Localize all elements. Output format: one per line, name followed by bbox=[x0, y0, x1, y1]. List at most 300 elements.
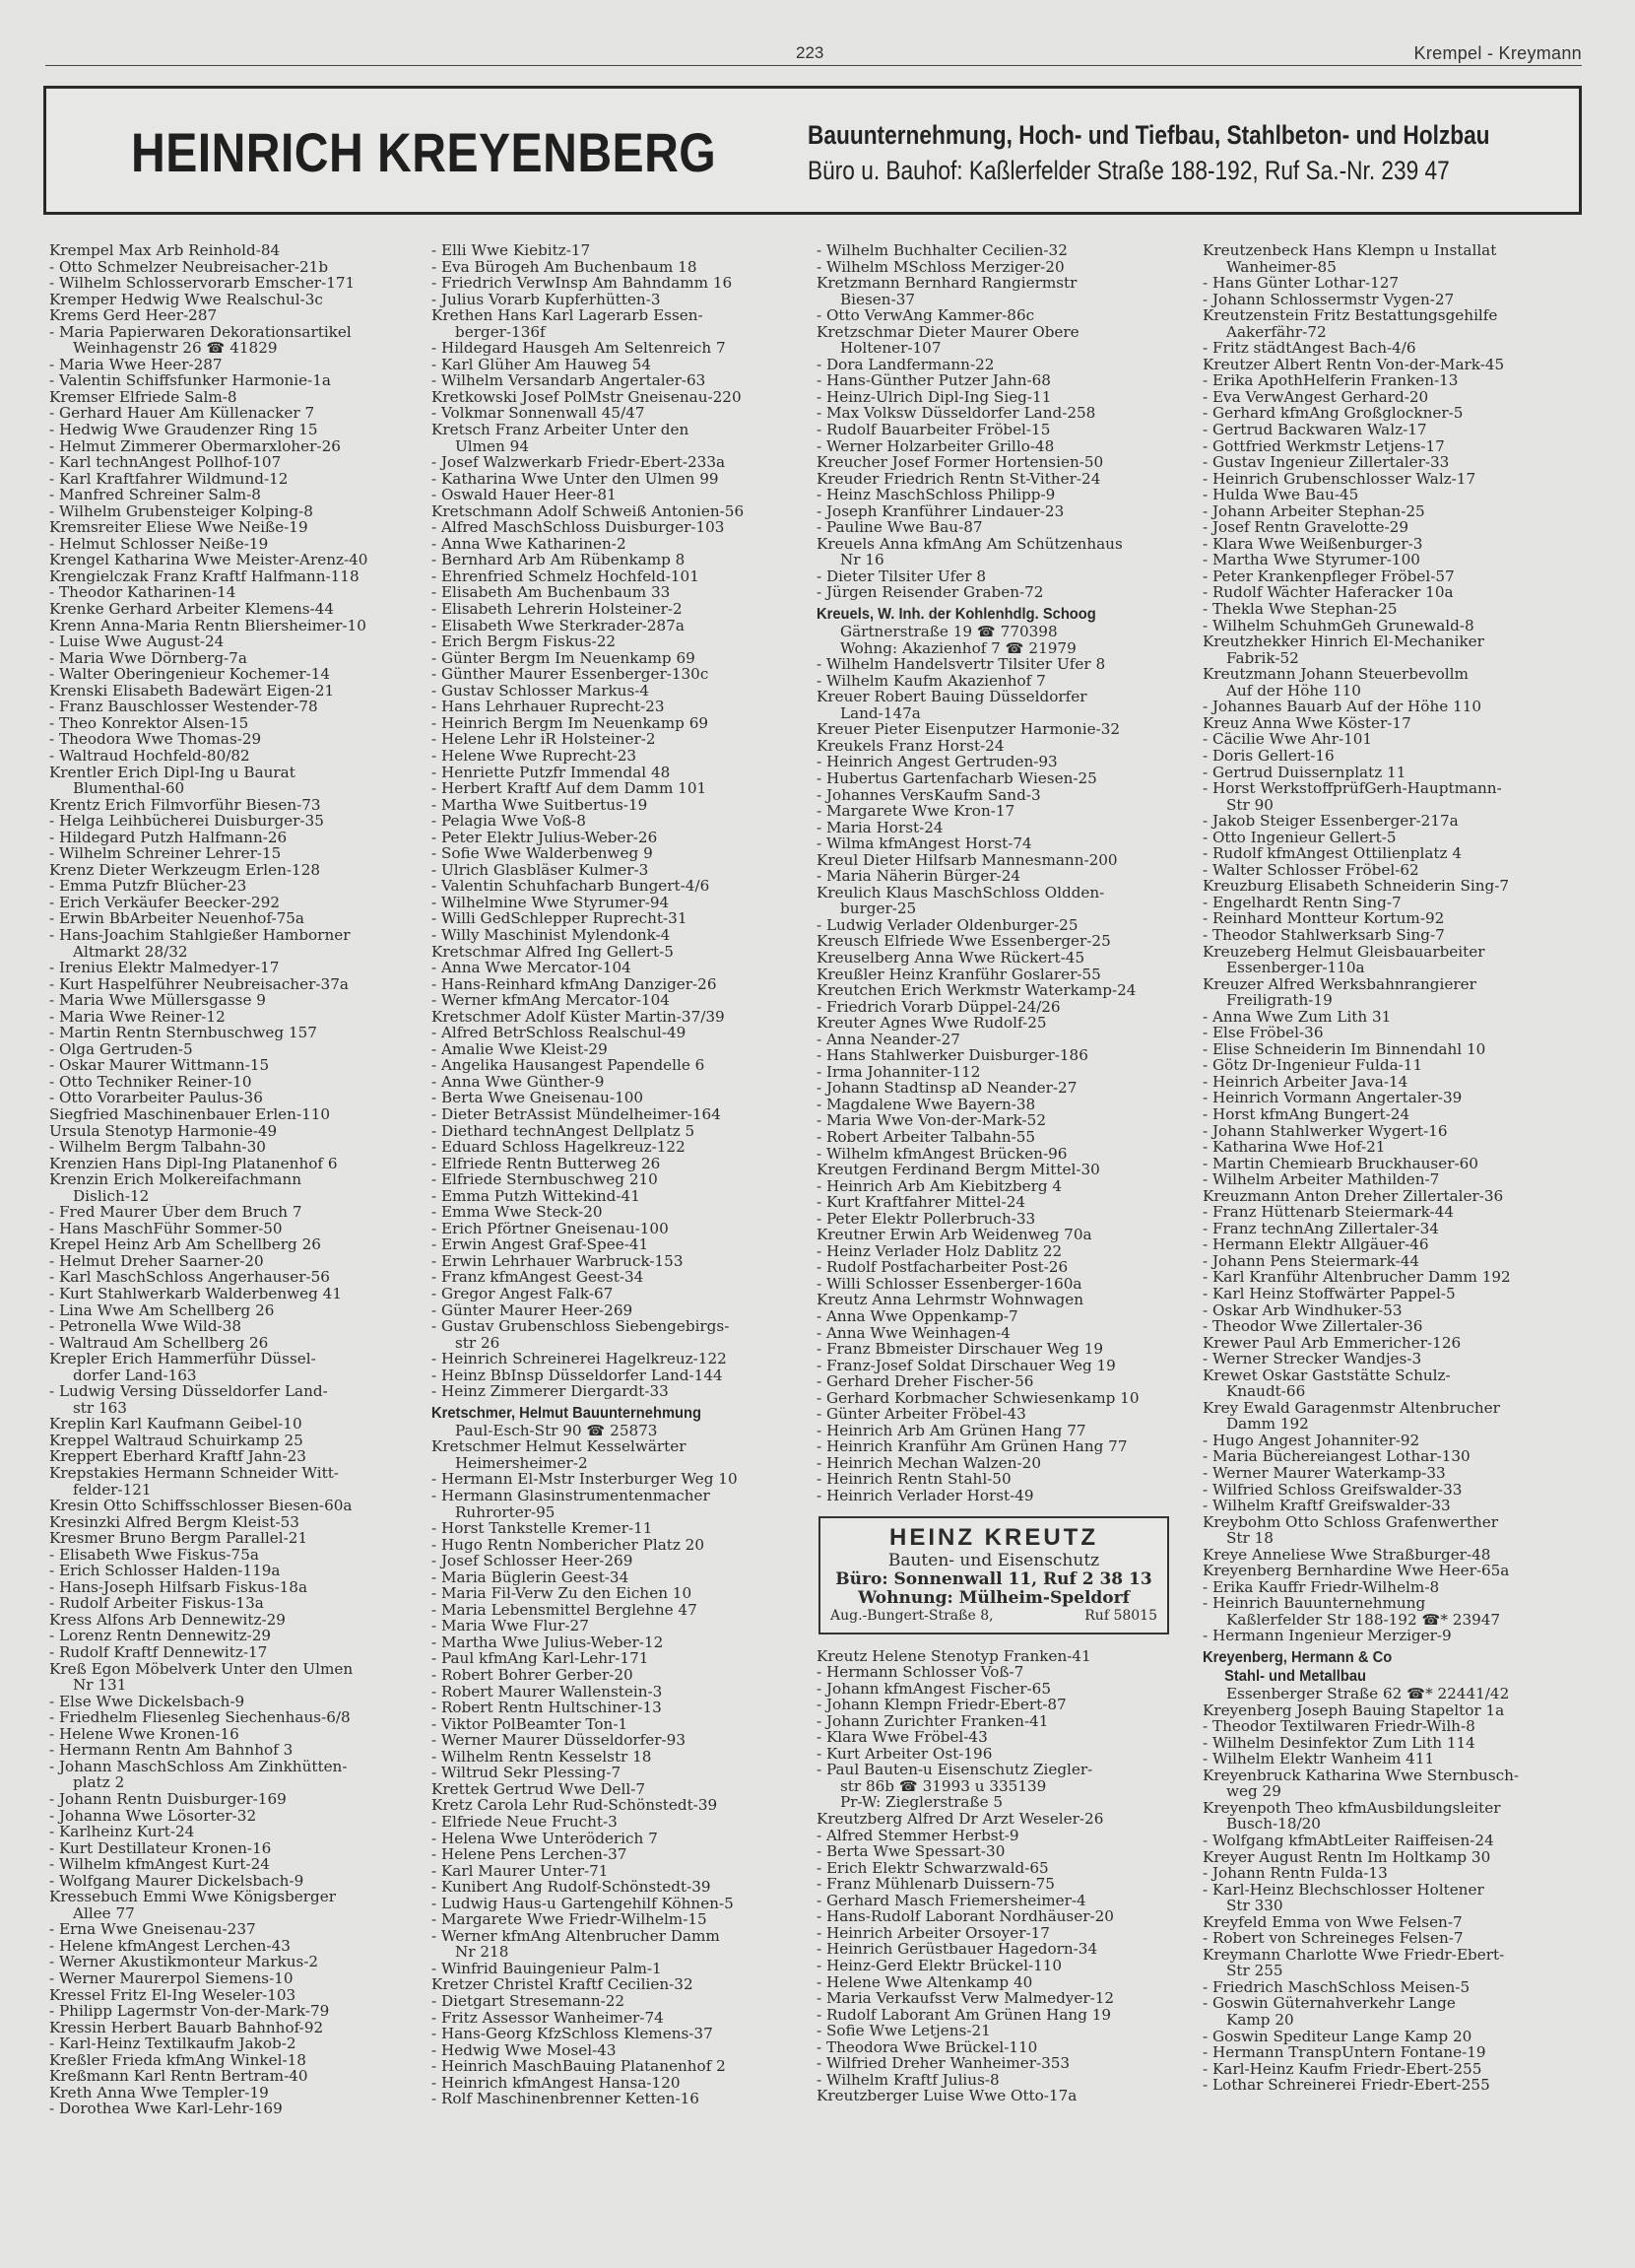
directory-entry: - Reinhard Montteur Kortum-92 bbox=[1203, 910, 1445, 927]
directory-entry: - Waltraud Am Schellberg 26 bbox=[49, 1334, 269, 1352]
directory-entry: Kreßler Frieda kfmAng Winkel-18 bbox=[49, 2051, 306, 2069]
directory-entry: Ursula Stenotyp Harmonie-49 bbox=[49, 1122, 278, 1140]
directory-entry: - Gerhard Korbmacher Schwiesenkamp 10 bbox=[817, 1389, 1140, 1407]
directory-entry-continuation: Kamp 20 bbox=[1226, 2011, 1294, 2029]
directory-entry: - Helene Wwe Ruprecht-23 bbox=[431, 747, 637, 765]
directory-entry: - Karl-Heinz Kaufm Friedr-Ebert-255 bbox=[1203, 2060, 1482, 2078]
directory-entry: - Otto VerwAng Kammer-86c bbox=[817, 307, 1035, 324]
directory-entry: - Helene Lehr iR Holsteiner-2 bbox=[431, 731, 656, 748]
directory-entry: - Anna Neander-27 bbox=[817, 1031, 960, 1048]
directory-entry: - Wilma kfmAngest Horst-74 bbox=[817, 835, 1032, 852]
directory-entry: - Goswin Spediteur Lange Kamp 20 bbox=[1203, 2028, 1472, 2045]
directory-entry: Krems Gerd Heer-287 bbox=[49, 307, 218, 324]
kreutz-ad-office: Büro: Sonnenwall 11, Ruf 2 38 13 bbox=[835, 1568, 1152, 1589]
directory-entry-continuation: Gärtnerstraße 19 ☎ 770398 bbox=[840, 624, 1058, 640]
directory-entry: - Hermann Glasinstrumentenmacher bbox=[431, 1488, 710, 1504]
directory-entry: - Heinz Verlader Holz Dablitz 22 bbox=[817, 1242, 1063, 1260]
directory-entry: - Karlheinz Kurt-24 bbox=[49, 1824, 195, 1840]
directory-entry: Kreußler Heinz Kranführ Goslarer-55 bbox=[817, 966, 1101, 983]
directory-entry: - Berta Wwe Gneisenau-100 bbox=[431, 1090, 644, 1106]
directory-entry: - Wilhelm Kraftf Julius-8 bbox=[817, 2071, 1000, 2089]
directory-entry: Kreybohm Otto Schloss Grafenwerther bbox=[1203, 1513, 1499, 1531]
directory-entry: - Wiltrud Sekr Plessing-7 bbox=[431, 1765, 621, 1781]
directory-entry: Kreyer August Rentn Im Holtkamp 30 bbox=[1203, 1848, 1491, 1866]
directory-entry: - Franz technAng Zillertaler-34 bbox=[1203, 1220, 1439, 1237]
directory-entry: Krethen Hans Karl Lagerarb Essen- bbox=[431, 307, 703, 324]
directory-entry: - Heinrich Bergm Im Neuenkamp 69 bbox=[431, 714, 709, 732]
directory-heading: Kreuels, W. Inh. der Kohlenhdlg. Schoog bbox=[817, 606, 1096, 624]
directory-entry-continuation: Holtener-107 bbox=[840, 340, 942, 357]
directory-entry: - Friedrich Vorarb Düppel-24/26 bbox=[817, 998, 1061, 1016]
directory-entry: Kreul Dieter Hilfsarb Mannesmann-200 bbox=[817, 851, 1118, 869]
directory-entry: - Herbert Kraftf Auf dem Damm 101 bbox=[431, 780, 707, 797]
directory-entry: - Josef Schlosser Heer-269 bbox=[431, 1553, 633, 1569]
directory-entry: - Johann Rentn Fulda-13 bbox=[1203, 1865, 1388, 1882]
directory-entry: Kreß Egon Möbelverk Unter den Ulmen bbox=[49, 1660, 354, 1678]
directory-entry: - Robert Maurer Wallenstein-3 bbox=[431, 1683, 663, 1701]
directory-entry-continuation: platz 2 bbox=[73, 1774, 125, 1791]
directory-entry-continuation: Ruhrorter-95 bbox=[455, 1503, 556, 1521]
directory-entry: - Karl Kranführ Altenbrucher Damm 192 bbox=[1203, 1269, 1511, 1286]
directory-entry: - Helene kfmAngest Lerchen-43 bbox=[49, 1937, 291, 1955]
kreutz-ad-residence: Wohnung: Mülheim-Speldorf bbox=[858, 1587, 1130, 1608]
directory-entry: - Elise Schneiderin Im Binnendahl 10 bbox=[1203, 1040, 1486, 1058]
directory-entry: - Erich Bergm Fiskus-22 bbox=[431, 634, 617, 650]
directory-entry: - Karl technAngest Pollhof-107 bbox=[49, 454, 282, 471]
kreyenberg-advertisement bbox=[43, 86, 1582, 215]
directory-entry: Kreucher Josef Former Hortensien-50 bbox=[817, 454, 1104, 471]
directory-entry: - Else Wwe Dickelsbach-9 bbox=[49, 1693, 245, 1710]
directory-entry: Kreßmann Karl Rentn Bertram-40 bbox=[49, 2068, 308, 2085]
directory-entry: - Helmut Schlosser Neiße-19 bbox=[49, 535, 269, 553]
directory-entry: - Theodor Stahlwerksarb Sing-7 bbox=[1203, 926, 1445, 944]
directory-entry: Krewet Oskar Gaststätte Schulz- bbox=[1203, 1367, 1451, 1384]
directory-entry: - Irma Johanniter-112 bbox=[817, 1063, 981, 1081]
directory-entry: - Werner Maurer Waterkamp-33 bbox=[1203, 1465, 1446, 1482]
directory-entry: - Karl Kraftfahrer Wildmund-12 bbox=[49, 470, 289, 488]
directory-entry: - Elisabeth Lehrerin Holsteiner-2 bbox=[431, 601, 683, 618]
directory-entry: - Maria Wwe Flur-27 bbox=[431, 1618, 589, 1634]
directory-entry: - Josef Rentn Gravelotte-29 bbox=[1203, 519, 1409, 536]
directory-entry: - Maria Papierwaren Dekorationsartikel bbox=[49, 323, 352, 341]
directory-entry: - Anna Wwe Katharinen-2 bbox=[431, 535, 626, 553]
directory-entry: - Erwin Lehrhauer Warbruck-153 bbox=[431, 1252, 684, 1270]
directory-column-3 bbox=[817, 242, 1189, 2104]
directory-entry: - Luise Wwe August-24 bbox=[49, 634, 225, 650]
directory-entry: - Wilfried Dreher Wanheimer-353 bbox=[817, 2055, 1071, 2072]
page-header bbox=[45, 0, 1582, 67]
directory-entry: - Gerhard Dreher Fischer-56 bbox=[817, 1373, 1034, 1390]
directory-entry: - Günther Maurer Essenberger-130c bbox=[431, 666, 709, 683]
directory-entry: - Wilhelm Bergm Talbahn-30 bbox=[49, 1139, 266, 1156]
directory-entry: - Katharina Wwe Hof-21 bbox=[1203, 1139, 1386, 1156]
directory-entry: - Margarete Wwe Kron-17 bbox=[817, 803, 1015, 820]
directory-entry: Kreuels Anna kfmAng Am Schützenhaus bbox=[817, 535, 1123, 553]
directory-entry: Kreutzenbeck Hans Klempn u Installat bbox=[1203, 242, 1497, 259]
directory-entry-continuation: Kaßlerfelder Str 188-192 ☎* 23947 bbox=[1226, 1611, 1501, 1629]
directory-entry-continuation: Land-147a bbox=[840, 704, 921, 722]
directory-entry: - Erwin Angest Graf-Spee-41 bbox=[431, 1236, 649, 1253]
directory-entry: - Sofie Wwe Letjens-21 bbox=[817, 2023, 991, 2039]
directory-entry: - Wilhelm Kraftf Greifswalder-33 bbox=[1203, 1498, 1451, 1514]
directory-entry: - Johann Zurichter Franken-41 bbox=[817, 1712, 1049, 1730]
directory-entry: - Eva Bürogeh Am Buchenbaum 18 bbox=[431, 258, 697, 276]
directory-entry: Kretzmann Bernhard Rangiermstr bbox=[817, 275, 1078, 292]
directory-entry: - Johann MaschSchloss Am Zinkhütten- bbox=[49, 1758, 348, 1775]
directory-entry-continuation: str 26 bbox=[455, 1334, 500, 1352]
directory-entry: - Ulrich Glasbläser Kulmer-3 bbox=[431, 861, 649, 879]
directory-entry: - Martin Rentn Sternbuschweg 157 bbox=[49, 1025, 317, 1041]
directory-entry: Krentler Erich Dipl-Ing u Baurat bbox=[49, 764, 295, 781]
directory-entry: - Heinrich Kranführ Am Grünen Hang 77 bbox=[817, 1438, 1128, 1455]
directory-entry: - Kurt Arbeiter Ost-196 bbox=[817, 1745, 993, 1763]
directory-entry: - Franz Mühlenarb Duissern-75 bbox=[817, 1876, 1055, 1893]
directory-entry: - Horst kfmAng Bungert-24 bbox=[1203, 1105, 1410, 1123]
ad-services: Bauunternehmung, Hoch- und Tiefbau, Stahlbeton- und Holzbau bbox=[808, 120, 1490, 150]
directory-entry: Kremser Elfriede Salm-8 bbox=[49, 388, 237, 406]
directory-entry: - Pelagia Wwe Voß-8 bbox=[431, 813, 586, 830]
directory-entry: - Wilhelm Elektr Wanheim 411 bbox=[1203, 1751, 1435, 1768]
directory-entry: - Wilhelm MSchloss Merziger-20 bbox=[817, 258, 1065, 276]
directory-entry: - Hermann TranspUntern Fontane-19 bbox=[1203, 2044, 1486, 2061]
directory-entry: - Wilhelm Rentn Kesselstr 18 bbox=[431, 1748, 652, 1766]
directory-entry: Kreutzmann Johann Steuerbevollm bbox=[1203, 666, 1469, 683]
directory-entry: - Theo Konrektor Alsen-15 bbox=[49, 714, 249, 732]
directory-entry: - Walter Schlosser Fröbel-62 bbox=[1203, 861, 1419, 879]
directory-entry: - Johann Schlossermstr Vygen-27 bbox=[1203, 291, 1455, 308]
directory-entry: Kreuzburg Elisabeth Schneiderin Sing-7 bbox=[1203, 878, 1510, 895]
directory-entry: - Heinrich Grubenschlosser Walz-17 bbox=[1203, 470, 1476, 488]
directory-entry: Kretzschmar Dieter Maurer Obere bbox=[817, 323, 1079, 341]
directory-entry: - Willi GedSchlepper Ruprecht-31 bbox=[431, 910, 687, 927]
directory-entry: Kretschmer Helmut Kesselwärter bbox=[431, 1438, 687, 1455]
directory-entry-continuation: weg 29 bbox=[1226, 1783, 1281, 1800]
directory-entry: - Helena Wwe Unteröderich 7 bbox=[431, 1830, 658, 1847]
directory-entry: - Ehrenfried Schmelz Hochfeld-101 bbox=[431, 567, 699, 585]
directory-entry: - Winfrid Bauingenieur Palm-1 bbox=[431, 1960, 662, 1977]
directory-entry-continuation: Wanheimer-85 bbox=[1226, 258, 1337, 276]
directory-entry: - Elisabeth Am Buchenbaum 33 bbox=[431, 584, 671, 602]
directory-entry: - Fritz städtAngest Bach-4/6 bbox=[1203, 340, 1416, 357]
directory-entry: - Otto Vorarbeiter Paulus-36 bbox=[49, 1090, 263, 1106]
directory-entry: - Helga Leihbücherei Duisburger-35 bbox=[49, 813, 324, 830]
ad-firm-name: HEINRICH KREYENBERG bbox=[131, 121, 717, 183]
kreutz-ad-phone: Ruf 58015 bbox=[1084, 1607, 1157, 1624]
directory-entry: - Elli Wwe Kiebitz-17 bbox=[431, 242, 591, 259]
directory-entry: - Max Volksw Düsseldorfer Land-258 bbox=[817, 405, 1096, 423]
directory-entry: - Gertrud Duissernplatz 11 bbox=[1203, 764, 1406, 781]
directory-entry: - Fritz Assessor Wanheimer-74 bbox=[431, 2009, 664, 2027]
directory-entry: - Erna Wwe Gneisenau-237 bbox=[49, 1921, 256, 1938]
directory-entry: - Maria Horst-24 bbox=[817, 819, 944, 836]
directory-entry-continuation: Pr-W: Zieglerstraße 5 bbox=[840, 1794, 1004, 1812]
directory-entry: - Magdalene Wwe Bayern-38 bbox=[817, 1096, 1036, 1113]
directory-entry: - Heinz MaschSchloss Philipp-9 bbox=[817, 487, 1056, 503]
directory-entry: - Günter Maurer Heer-269 bbox=[431, 1301, 633, 1319]
directory-entry: - Martha Wwe Suitbertus-19 bbox=[431, 796, 648, 814]
directory-entry: - Karl Glüher Am Hauweg 54 bbox=[431, 356, 652, 373]
directory-entry: - Wilhelm Handelsvertr Tilsiter Ufer 8 bbox=[817, 656, 1106, 673]
directory-entry: - Rudolf Wächter Haferacker 10a bbox=[1203, 584, 1454, 602]
directory-entry: - Hedwig Wwe Mosel-43 bbox=[431, 2041, 617, 2059]
directory-entry: - Alfred MaschSchloss Duisburger-103 bbox=[431, 519, 725, 536]
directory-entry: - Irenius Elektr Malmedyer-17 bbox=[49, 960, 280, 976]
directory-entry: - Heinrich MaschBauing Platanenhof 2 bbox=[431, 2058, 726, 2075]
directory-entry: Kreukels Franz Horst-24 bbox=[817, 737, 1005, 755]
directory-entry: - Heinrich Mechan Walzen-20 bbox=[817, 1454, 1041, 1472]
directory-entry: - Heinrich Gerüstbauer Hagedorn-34 bbox=[817, 1941, 1098, 1958]
directory-entry: - Thekla Wwe Stephan-25 bbox=[1203, 601, 1398, 618]
directory-entry: - Horst WerkstoffprüfGerh-Hauptmann- bbox=[1203, 780, 1502, 797]
directory-entry: - Hans-Günther Putzer Jahn-68 bbox=[817, 372, 1051, 389]
directory-entry: - Franz kfmAngest Geest-34 bbox=[431, 1269, 644, 1286]
directory-entry: - Erich Schlosser Halden-119a bbox=[49, 1563, 281, 1579]
directory-entry: - Wilhelm Kaufm Akazienhof 7 bbox=[817, 672, 1046, 690]
directory-entry: - Hermann Ingenieur Merziger-9 bbox=[1203, 1628, 1452, 1645]
directory-entry: Krenke Gerhard Arbeiter Klemens-44 bbox=[49, 601, 335, 618]
directory-entry: - Maria Wwe Von-der-Mark-52 bbox=[817, 1112, 1046, 1129]
directory-entry: Kretschmer Adolf Küster Martin-37/39 bbox=[431, 1008, 725, 1026]
directory-entry: - Franz Bauschlosser Westender-78 bbox=[49, 699, 318, 715]
directory-entry: - Willi Schlosser Essenberger-160a bbox=[817, 1275, 1082, 1293]
directory-entry: - Anna Wwe Zum Lith 31 bbox=[1203, 1008, 1392, 1026]
directory-entry-continuation: Biesen-37 bbox=[840, 291, 916, 308]
directory-entry: Krenski Elisabeth Badewärt Eigen-21 bbox=[49, 682, 335, 700]
directory-entry-continuation: Essenberger Straße 62 ☎* 22441/42 bbox=[1226, 1686, 1510, 1702]
directory-entry: - Erika Kauffr Friedr-Wilhelm-8 bbox=[1203, 1578, 1440, 1596]
directory-entry: Kremsreiter Eliese Wwe Neiße-19 bbox=[49, 519, 308, 536]
directory-entry: - Kurt Haspelführer Neubreisacher-37a bbox=[49, 975, 349, 993]
directory-entry: - Maria Wwe Heer-287 bbox=[49, 356, 223, 373]
directory-entry: - Heinrich Arb Am Kiebitzberg 4 bbox=[817, 1177, 1063, 1195]
directory-entry: - Werner Maurerpol Siemens-10 bbox=[49, 1969, 294, 1987]
directory-entry: - Heinrich kfmAngest Hansa-120 bbox=[431, 2074, 681, 2092]
kreutz-ad-street-address: Aug.-Bungert-Straße 8, bbox=[830, 1607, 994, 1624]
directory-entry: - Philipp Lagermstr Von-der-Mark-79 bbox=[49, 2003, 330, 2020]
directory-entry-continuation: Str 255 bbox=[1226, 1963, 1283, 1979]
directory-entry: - Heinrich Arbeiter Orsoyer-17 bbox=[817, 1924, 1050, 1942]
directory-entry: - Fred Maurer Über dem Bruch 7 bbox=[49, 1204, 302, 1221]
directory-entry-continuation: Freiligrath-19 bbox=[1226, 992, 1333, 1009]
directory-entry: Kreulich Klaus MaschSchloss Oldden- bbox=[817, 884, 1105, 901]
running-head: Krempel - Kreymann bbox=[1413, 43, 1582, 63]
directory-entry: - Franz Hüttenarb Steiermark-44 bbox=[1203, 1204, 1454, 1221]
directory-entry: - Robert Arbeiter Talbahn-55 bbox=[817, 1128, 1036, 1146]
directory-entry: - Joseph Kranführer Lindauer-23 bbox=[817, 502, 1065, 520]
directory-entry: - Erich Verkäufer Beecker-292 bbox=[49, 894, 281, 911]
directory-entry: - Olga Gertruden-5 bbox=[49, 1040, 193, 1058]
directory-entry-continuation: str 163 bbox=[73, 1399, 127, 1417]
directory-entry: Kreuer Pieter Eisenputzer Harmonie-32 bbox=[817, 721, 1121, 738]
directory-entry: - Anna Wwe Oppenkamp-7 bbox=[817, 1308, 1018, 1325]
directory-entry: - Waltraud Hochfeld-80/82 bbox=[49, 747, 250, 765]
directory-column-1 bbox=[49, 242, 422, 2117]
directory-entry: - Johann Stahlwerker Wygert-16 bbox=[1203, 1122, 1448, 1140]
directory-entry: - Engelhardt Rentn Sing-7 bbox=[1203, 894, 1402, 911]
directory-entry: - Johann Arbeiter Stephan-25 bbox=[1203, 502, 1425, 520]
directory-entry: - Petronella Wwe Wild-38 bbox=[49, 1318, 242, 1335]
directory-entry: - Hulda Wwe Bau-45 bbox=[1203, 487, 1359, 503]
directory-entry: - Eduard Schloss Hagelkreuz-122 bbox=[431, 1139, 686, 1156]
directory-entry: - Theodor Katharinen-14 bbox=[49, 584, 236, 602]
directory-entry: - Elisabeth Wwe Sterkrader-287a bbox=[431, 617, 685, 634]
directory-entry: Kremper Hedwig Wwe Realschul-3c bbox=[49, 291, 323, 308]
directory-entry-continuation: Blumenthal-60 bbox=[73, 780, 185, 797]
directory-entry: - Maria Lebensmittel Berglehne 47 bbox=[431, 1601, 697, 1619]
directory-entry-continuation: burger-25 bbox=[840, 901, 917, 917]
directory-entry: - Otto Schmelzer Neubreisacher-21b bbox=[49, 258, 329, 276]
directory-entry: - Volkmar Sonnenwall 45/47 bbox=[431, 405, 645, 423]
directory-entry: Kreutzenstein Fritz Bestattungsgehilfe bbox=[1203, 307, 1498, 324]
directory-entry: - Lorenz Rentn Dennewitz-29 bbox=[49, 1628, 272, 1645]
directory-entry: - Dorothea Wwe Karl-Lehr-169 bbox=[49, 2101, 283, 2117]
directory-entry: - Emma Putzfr Blücher-23 bbox=[49, 878, 247, 895]
directory-entry: - Wolfgang Maurer Dickelsbach-9 bbox=[49, 1872, 304, 1890]
directory-entry-continuation: Str 90 bbox=[1226, 796, 1274, 814]
directory-entry: - Martha Wwe Julius-Weber-12 bbox=[431, 1634, 664, 1651]
directory-entry: - Johann Pens Steiermark-44 bbox=[1203, 1252, 1420, 1270]
directory-entry: - Gerhard Hauer Am Küllenacker 7 bbox=[49, 405, 315, 423]
directory-entry: - Hermann Schlosser Voß-7 bbox=[817, 1664, 1024, 1681]
directory-entry: - Elfriede Neue Frucht-3 bbox=[431, 1813, 618, 1831]
directory-entry: - Gustav Grubenschloss Siebengebirgs- bbox=[431, 1318, 730, 1335]
directory-entry: - Henriette Putzfr Immendal 48 bbox=[431, 764, 671, 781]
directory-entry: - Dieter BetrAssist Mündelheimer-164 bbox=[431, 1105, 721, 1123]
directory-entry: - Oskar Maurer Wittmann-15 bbox=[49, 1057, 270, 1074]
directory-entry: - Wilhelm Arbeiter Mathilden-7 bbox=[1203, 1171, 1440, 1188]
directory-entry: - Theodora Wwe Brückel-110 bbox=[817, 2038, 1038, 2056]
directory-entry: Kretschmann Adolf Schweiß Antonien-56 bbox=[431, 502, 745, 520]
directory-entry: Krengielczak Franz Kraftf Halfmann-118 bbox=[49, 567, 360, 585]
directory-entry: - Gertrud Backwaren Walz-17 bbox=[1203, 422, 1427, 438]
directory-entry: - Kurt Kraftfahrer Mittel-24 bbox=[817, 1194, 1026, 1211]
directory-entry: - Lothar Schreinerei Friedr-Ebert-255 bbox=[1203, 2077, 1490, 2094]
directory-entry-continuation: Auf der Höhe 110 bbox=[1226, 682, 1361, 700]
directory-entry: - Kurt Stahlwerkarb Walderbenweg 41 bbox=[49, 1286, 342, 1302]
directory-entry: Krewer Paul Arb Emmericher-126 bbox=[1203, 1334, 1462, 1352]
directory-entry-continuation: Fabrik-52 bbox=[1226, 649, 1299, 667]
directory-entry: - Cäcilie Wwe Ahr-101 bbox=[1203, 731, 1373, 748]
directory-entry: - Wilhelm Buchhalter Cecilien-32 bbox=[817, 242, 1068, 259]
directory-entry: - Klara Wwe Weißenburger-3 bbox=[1203, 535, 1423, 553]
directory-entry: - Martin Chemiearb Bruckhauser-60 bbox=[1203, 1155, 1478, 1172]
directory-entry: Kretzer Christel Kraftf Cecilien-32 bbox=[431, 1976, 693, 1993]
directory-entry: - Kunibert Ang Rudolf-Schönstedt-39 bbox=[431, 1879, 711, 1896]
directory-entry: - Manfred Schreiner Salm-8 bbox=[49, 487, 261, 503]
directory-entry: - Günter Arbeiter Fröbel-43 bbox=[817, 1406, 1026, 1423]
directory-entry: Krenzien Hans Dipl-Ing Platanenhof 6 bbox=[49, 1155, 338, 1172]
kreutz-ad-street bbox=[820, 1608, 1167, 1625]
directory-entry: - Wilhelm Grubensteiger Kolping-8 bbox=[49, 502, 313, 520]
directory-entry: - Erwin BbArbeiter Neuenhof-75a bbox=[49, 910, 304, 927]
directory-entry: - Alfred BetrSchloss Realschul-49 bbox=[431, 1025, 687, 1041]
directory-entry: - Lina Wwe Am Schellberg 26 bbox=[49, 1301, 275, 1319]
directory-entry: - Valentin Schiffsfunker Harmonie-1a bbox=[49, 372, 331, 389]
directory-entry: - Günter Bergm Im Neuenkamp 69 bbox=[431, 649, 695, 667]
directory-entry: - Angelika Hausangest Papendelle 6 bbox=[431, 1057, 705, 1074]
directory-entry: - Rudolf Bauarbeiter Fröbel-15 bbox=[817, 422, 1051, 438]
directory-entry: Kretz Carola Lehr Rud-Schönstedt-39 bbox=[431, 1797, 718, 1814]
directory-entry: - Ludwig Versing Düsseldorfer Land- bbox=[49, 1383, 328, 1400]
directory-entry: Kreutzhekker Hinrich El-Mechaniker bbox=[1203, 634, 1484, 650]
directory-column-4 bbox=[1203, 242, 1575, 2094]
directory-entry-continuation: Nr 218 bbox=[455, 1944, 509, 1961]
directory-entry: Kreutzberger Luise Wwe Otto-17a bbox=[817, 2088, 1078, 2104]
directory-entry-continuation: Altmarkt 28/32 bbox=[73, 943, 188, 961]
directory-entry: - Dietgart Stresemann-22 bbox=[431, 1992, 625, 2010]
directory-entry: - Josef Walzwerkarb Friedr-Ebert-233a bbox=[431, 454, 726, 471]
directory-entry: - Elisabeth Wwe Fiskus-75a bbox=[49, 1546, 259, 1564]
directory-entry: Kresmer Bruno Bergm Parallel-21 bbox=[49, 1530, 308, 1547]
directory-entry: - Rolf Maschinenbrenner Ketten-16 bbox=[431, 2091, 699, 2107]
directory-entry: Kreuter Agnes Wwe Rudolf-25 bbox=[817, 1015, 1047, 1032]
directory-entry: Kreymann Charlotte Wwe Friedr-Ebert- bbox=[1203, 1946, 1505, 1964]
directory-entry: - Friedrich VerwInsp Am Bahndamm 16 bbox=[431, 275, 733, 292]
directory-entry: - Heinz-Gerd Elektr Brückel-110 bbox=[817, 1957, 1063, 1974]
directory-entry: - Heinrich Arbeiter Java-14 bbox=[1203, 1073, 1408, 1091]
directory-entry: - Wilfried Schloss Greifswalder-33 bbox=[1203, 1481, 1463, 1499]
kreutz-ad-title: HEINZ KREUTZ bbox=[889, 1523, 1098, 1551]
directory-entry: - Hildegard Hausgeh Am Seltenreich 7 bbox=[431, 340, 726, 357]
directory-entry: - Erich Elektr Schwarzwald-65 bbox=[817, 1859, 1049, 1877]
directory-heading: Stahl- und Metallbau bbox=[1224, 1668, 1367, 1686]
directory-entry: - Amalie Wwe Kleist-29 bbox=[431, 1040, 608, 1058]
directory-entry: - Maria Näherin Bürger-24 bbox=[817, 868, 1021, 885]
directory-entry: Krepler Erich Hammerführ Düssel- bbox=[49, 1351, 316, 1367]
directory-entry: - Katharina Wwe Unter den Ulmen 99 bbox=[431, 470, 719, 488]
directory-entry: - Berta Wwe Spessart-30 bbox=[817, 1843, 1006, 1860]
directory-entry: - Rudolf Arbeiter Fiskus-13a bbox=[49, 1595, 264, 1612]
directory-entry: - Jakob Steiger Essenberger-217a bbox=[1203, 813, 1459, 830]
directory-entry: - Karl-Heinz Textilkaufm Jakob-2 bbox=[49, 2035, 296, 2052]
directory-entry: - Wilhelm Versandarb Angertaler-63 bbox=[431, 372, 706, 389]
heinz-kreutz-advertisement bbox=[818, 1516, 1169, 1634]
directory-entry-continuation: str 86b ☎ 31993 u 335139 bbox=[840, 1777, 1047, 1795]
directory-entry: - Hildegard Putzh Halfmann-26 bbox=[49, 829, 288, 846]
directory-entry-continuation: Heimersheimer-2 bbox=[455, 1454, 588, 1472]
directory-entry: Kreutgen Ferdinand Bergm Mittel-30 bbox=[817, 1162, 1100, 1178]
directory-entry: - Helmut Zimmerer Obermarxloher-26 bbox=[49, 437, 341, 455]
directory-entry: - Johannes VersKaufm Sand-3 bbox=[817, 786, 1041, 804]
directory-entry: - Emma Putzh Wittekind-41 bbox=[431, 1187, 640, 1205]
directory-entry: Krenz Dieter Werkzeugm Erlen-128 bbox=[49, 861, 321, 879]
directory-entry: - Emma Wwe Steck-20 bbox=[431, 1204, 603, 1221]
directory-entry: Kreuer Robert Bauing Düsseldorfer bbox=[817, 689, 1087, 705]
kreutz-ad-subtitle: Bauten- und Eisenschutz bbox=[887, 1550, 1100, 1570]
directory-entry: - Doris Gellert-16 bbox=[1203, 747, 1335, 765]
directory-entry: Kreth Anna Wwe Templer-19 bbox=[49, 2084, 269, 2101]
directory-entry: - Franz Bbmeister Dirschauer Weg 19 bbox=[817, 1341, 1104, 1358]
directory-entry: - Heinrich Angest Gertruden-93 bbox=[817, 754, 1058, 770]
directory-entry: Kreyenberg Bernhardine Wwe Heer-65a bbox=[1203, 1563, 1510, 1579]
directory-entry: - Hugo Angest Johanniter-92 bbox=[1203, 1432, 1420, 1449]
directory-entry: Kressebuch Emmi Wwe Königsberger bbox=[49, 1889, 336, 1905]
directory-entry: Kreutzberg Alfred Dr Arzt Weseler-26 bbox=[817, 1811, 1104, 1828]
directory-entry: Kress Alfons Arb Dennewitz-29 bbox=[49, 1611, 286, 1629]
directory-entry: - Rudolf Kraftf Dennewitz-17 bbox=[49, 1644, 268, 1661]
directory-entry: - Johanna Wwe Lösorter-32 bbox=[49, 1807, 257, 1825]
directory-entry: - Elfriede Sternbuschweg 210 bbox=[431, 1171, 658, 1188]
directory-entry-continuation: Weinhagenstr 26 ☎ 41829 bbox=[73, 340, 278, 357]
directory-column-2 bbox=[431, 242, 804, 2107]
directory-entry: - Hans Günter Lothar-127 bbox=[1203, 275, 1400, 292]
directory-entry: Kreuselberg Anna Wwe Rückert-45 bbox=[817, 949, 1085, 967]
directory-entry-continuation: Damm 192 bbox=[1226, 1416, 1309, 1433]
directory-entry: - Paul Bauten-u Eisenschutz Ziegler- bbox=[817, 1762, 1093, 1778]
directory-entry: - Gustav Ingenieur Zillertaler-33 bbox=[1203, 454, 1450, 471]
directory-entry: Kreuder Friedrich Rentn St-Vither-24 bbox=[817, 470, 1101, 488]
directory-entry: - Maria Fil-Verw Zu den Eichen 10 bbox=[431, 1585, 692, 1602]
